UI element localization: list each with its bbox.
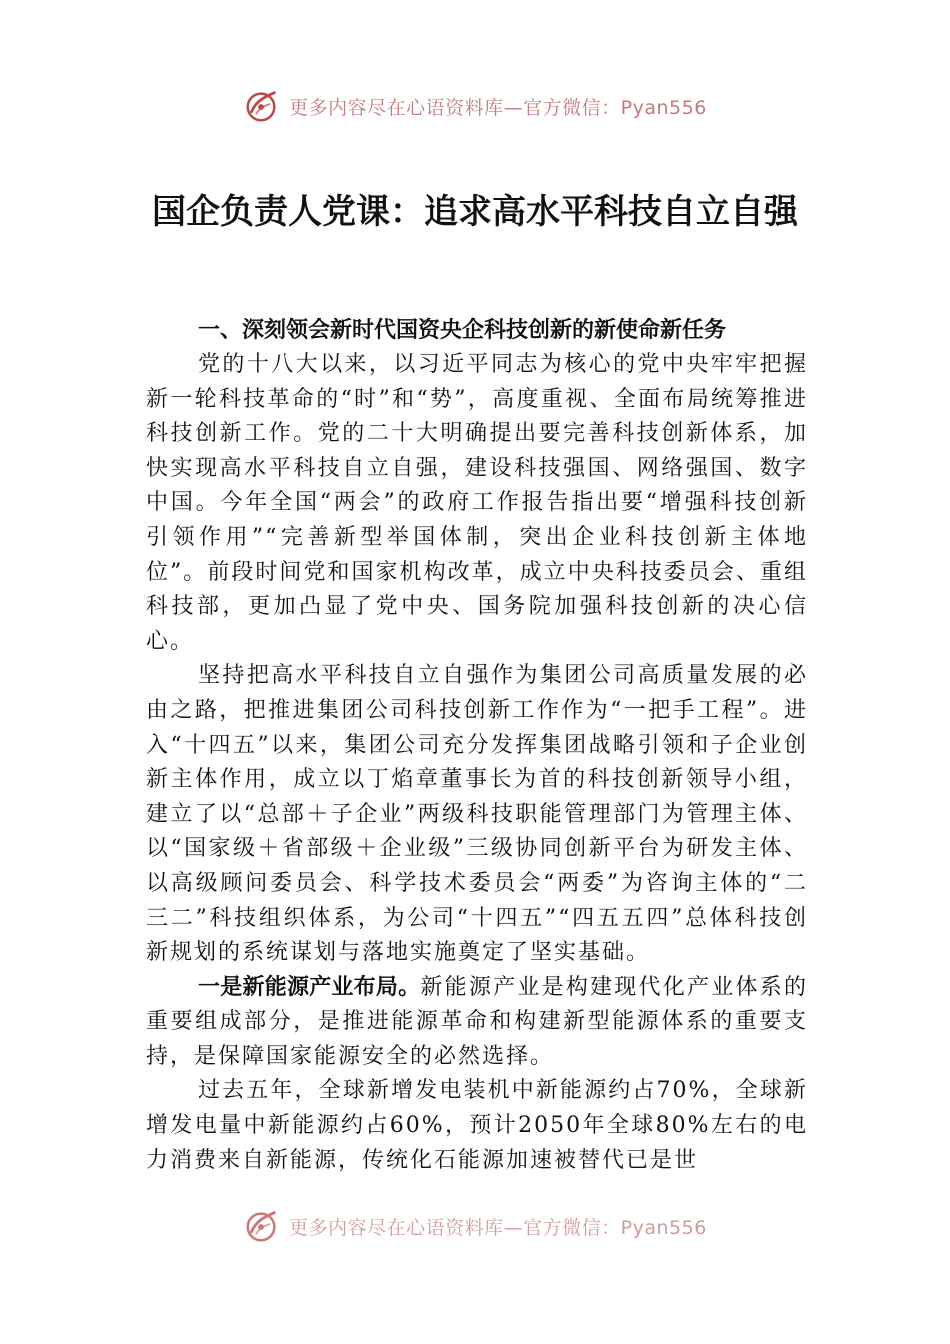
- paragraph-4: [146, 1074, 808, 1178]
- section-heading: 一、深刻领会新时代国资央企科技创新的新使命新任务: [198, 318, 727, 343]
- document-body: [146, 314, 808, 1178]
- watermark-text: 更多内容尽在心语资料库—官方微信：Pyan556: [289, 1216, 707, 1239]
- paragraph-2: [146, 659, 808, 970]
- watermark-text: 更多内容尽在心语资料库—官方微信：Pyan556: [289, 96, 707, 119]
- paragraph-lead: 一是新能源产业布局。: [198, 974, 421, 1000]
- paragraph-3: [146, 971, 808, 1075]
- watermark-footer: [0, 1204, 950, 1248]
- paragraph-text: 新能源产业是构建现代化产业体系的重要组成部分，是推进能源革命和构建新型能源体系的重要支持，是保障国家能源安全的必然选择。: [146, 974, 808, 1069]
- logo-icon: [243, 1207, 281, 1245]
- watermark-header: [0, 84, 950, 128]
- paragraph-text: 党的十八大以来，以习近平同志为核心的党中央牢牢把握新一轮科技革命的“时”和“势”，高度重视、全面布局统筹推进科技创新工作。党的二十大明确提出要完善科技创新体系，加快实现高水平科技自立自强，建设科技强国、网络强国、数字中国。今年全国“两会”的政府工作报告指出要“增强科技创新引领作用”“完善新型举国体制，突出企业科技创新主体地位”。前段时间党和国家机构改革，成立中央科技委员会、重组科技部，更加凸显了党中央、国务院加强科技创新的决心信心。: [146, 352, 808, 654]
- logo-icon: [243, 87, 281, 125]
- document-title: 国企负责人党课：追求高水平科技自立自强: [152, 192, 798, 232]
- paragraph-1: [146, 348, 808, 659]
- paragraph-text: 过去五年，全球新增发电装机中新能源约占70%，全球新增发电量中新能源约占60%，预计2050年全球80%左右的电力消费来自新能源，传统化石能源加速被替代已是世: [146, 1078, 808, 1173]
- paragraph-text: 坚持把高水平科技自立自强作为集团公司高质量发展的必由之路，把推进集团公司科技创新工作作为“一把手工程”。进入“十四五”以来，集团公司充分发挥集团战略引领和子企业创新主体作用，成立以丁焰章董事长为首的科技创新领导小组，建立了以“总部＋子企业”两级科技职能管理部门为管理主体、以“国家级＋省部级＋企业级”三级协同创新平台为研发主体、以高级顾问委员会、科学技术委员会“两委”为咨询主体的“二三二”科技组织体系，为公司“十四五”“四五五四”总体科技创新规划的系统谋划与落地实施奠定了坚实基础。: [146, 663, 808, 966]
